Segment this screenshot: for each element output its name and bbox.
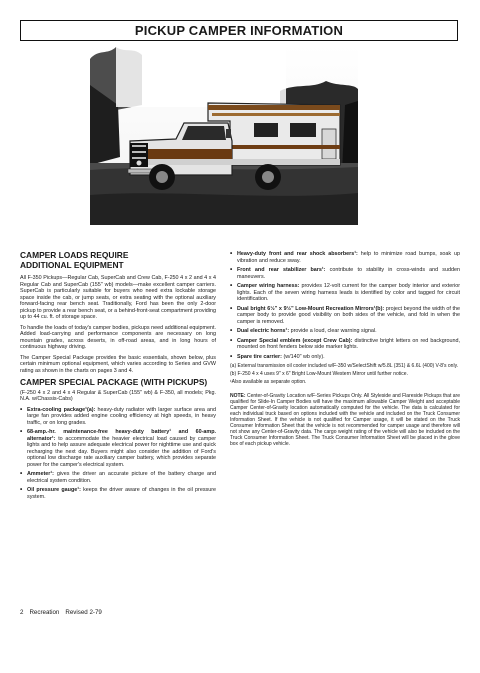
camper-loads-heading-line1: CAMPER LOADS REQUIRE [20, 250, 129, 260]
list-item-head: 68-amp.-hr. maintenance-free heavy-duty battery¹ and 60-amp. alternator¹: [27, 429, 216, 442]
page-title: PICKUP CAMPER INFORMATION [134, 23, 344, 38]
footnote-b: (b) F-250 4 x 4 uses 9" x 6" Bright Low-Mount Western Mirror until further notice. [230, 371, 408, 377]
list-item [20, 407, 216, 427]
list-item [230, 267, 460, 280]
list-item [230, 338, 460, 351]
list-item-head: Dual electric horns¹: [237, 328, 290, 334]
list-item [20, 487, 216, 500]
list-item-text: (w/140" wb only). [281, 353, 325, 360]
list-item-text: distinctive bright letters on red background, mounted on front fenders below side marker lights. [237, 337, 460, 350]
list-item-text: contribute to stability in cross-winds and sudden maneuvers. [237, 267, 460, 280]
camper-special-models: (F-250 4 x 2 and 4 x 4 Regular & SuperCab (155" wb) & F-350, all models; Pkg. N.A. w/Chassis-Cabs) [20, 389, 216, 403]
list-item-text: provides 12-volt current for the camper body interior and exterior lights. Each of the seven wiring harness leads is identified by color and tagged for circuit identification. [237, 283, 460, 302]
list-item-head: Extra-cooling package¹(a): [27, 406, 96, 413]
list-item-head: Dual bright 6½" x 9½" Low-Mount Recreation Mirrors¹(b): [237, 305, 385, 312]
list-item-head: Ammeter¹: [27, 471, 54, 478]
right-column [230, 251, 460, 447]
list-item-text: gives the driver an accurate picture of the battery charge and electrical system condition. [27, 471, 216, 484]
list-item-head: Oil pressure gauge¹: [27, 487, 81, 494]
footnotes [230, 363, 460, 385]
list-item [20, 429, 216, 468]
right-bullet-list [230, 251, 460, 360]
footnote-1: ¹Also available as separate option. [230, 379, 307, 385]
list-item-head: Front and rear stabilizer bars¹: [237, 267, 326, 273]
left-bullet-list [20, 407, 216, 501]
list-item [20, 471, 216, 484]
camper-special-heading: CAMPER SPECIAL PACKAGE (WITH PICKUPS) [20, 377, 208, 388]
page-number: 2 [20, 609, 24, 616]
note-text: Center-of-Gravity Location w/F-Series Pickups Only. All Styleside and Flareside Pickups that are qualified for Slide-In Camper Bodies will have the maximum allowable Camper Weight and acceptable Camper Center-of-Gravity location automatically computed for the vehicle. The data is calculated for each individual truck based on options included with the vehicle and included on the Truck Consumer Information Sheet. If the vehicle is not qualified for Camper usage, it will be stated on the Truck Consumer Information Sheet that the vehicle is not recommended for camper usage and therefore will not show any Center-of-Gravity data. The cargo weight rating of the vehicle will also be included on the Truck Consumer Information Sheet. The Truck Consumer Information Sheet will be placed in the glove box of each pickup vehicle. [230, 393, 460, 447]
list-item-head: Camper Special emblem (except Crew Cab): [237, 337, 353, 344]
package-paragraph: The Camper Special Package provides the basic essentials, shown below, plus certain minimum optional equipment, which varies according to Series and GVW rating as shown in the charts on pages 3 and 4. [20, 354, 216, 374]
camper-loads-heading [20, 251, 216, 270]
list-item-text: help to minimize road bumps, soak up vibration and reduce sway. [237, 251, 460, 264]
list-item [230, 306, 460, 326]
list-item-text: project beyond the width of the camper body to provide good visibility on both sides of the vehicle, and fold in when the camper is removed. [237, 305, 460, 325]
list-item [230, 283, 460, 303]
list-item [230, 251, 460, 264]
pickup-camper-photo [90, 45, 358, 225]
list-item-head: Camper wiring harness: [237, 283, 300, 289]
center-of-gravity-note [230, 393, 460, 447]
page-footer [20, 609, 108, 616]
note-label: NOTE: [230, 393, 246, 399]
list-item-head: Heavy-duty front and rear shock absorbers¹: [237, 251, 358, 257]
loads-paragraph: To handle the loads of today's camper bodies, pickups need additional equipment. Added load-carrying and performance components are necessary on long mountain grades, across deserts, in off-road areas, and in long hours of continuous highway driving. [20, 324, 216, 351]
footer-section: Recreation [29, 609, 60, 616]
list-item-text: to accommodate the heavier electrical load caused by camper lights and to help assure adequate electrical power for nighttime use and quick recharging the next day. Buyers might also consider the addition of Ford's optional low discharge rate auxiliary camper battery, which provides separate power for the camper's electrical system. [27, 435, 216, 468]
page-title-box [20, 20, 458, 41]
list-item-text: keeps the driver aware of changes in the oil pressure system. [27, 487, 216, 500]
footer-revised: Revised 2-79 [65, 609, 102, 616]
list-item-text: heavy-duty radiator with larger surface area and large fan provides added engine cooling efficiency at high speeds, in heavy traffic, or on long grades. [27, 406, 216, 426]
camper-loads-heading-line2: ADDITIONAL EQUIPMENT [20, 259, 124, 270]
list-item-text: provide a loud, clear warning signal. [289, 328, 377, 334]
intro-paragraph: All F-350 Pickups—Regular Cab, SuperCab and Crew Cab, F-250 4 x 2 and 4 x 4 Regular Cab and SuperCab (155" wb) models—make excellent camper carriers. SuperCab is particularly suitable for buyers who need extra lockable storage space inside the cab, or jump seats, or extra seating with the optional auxiliary forward-facing rear bench seat. Traditionally, Ford has been the only 2-door pickup to provide a rear bench seat, or a behind-front-seat compartment providing up to 44 cu. ft. of storage space. [20, 275, 216, 321]
list-item [230, 328, 460, 335]
list-item [230, 354, 460, 361]
footnote-a: (a) External transmission oil cooler included w/F-350 w/SelectShift w/5.8L (351) & 6.6L (400) V-8's only. [230, 363, 459, 369]
left-column [20, 251, 216, 503]
list-item-head: Spare tire carrier: [237, 353, 282, 360]
